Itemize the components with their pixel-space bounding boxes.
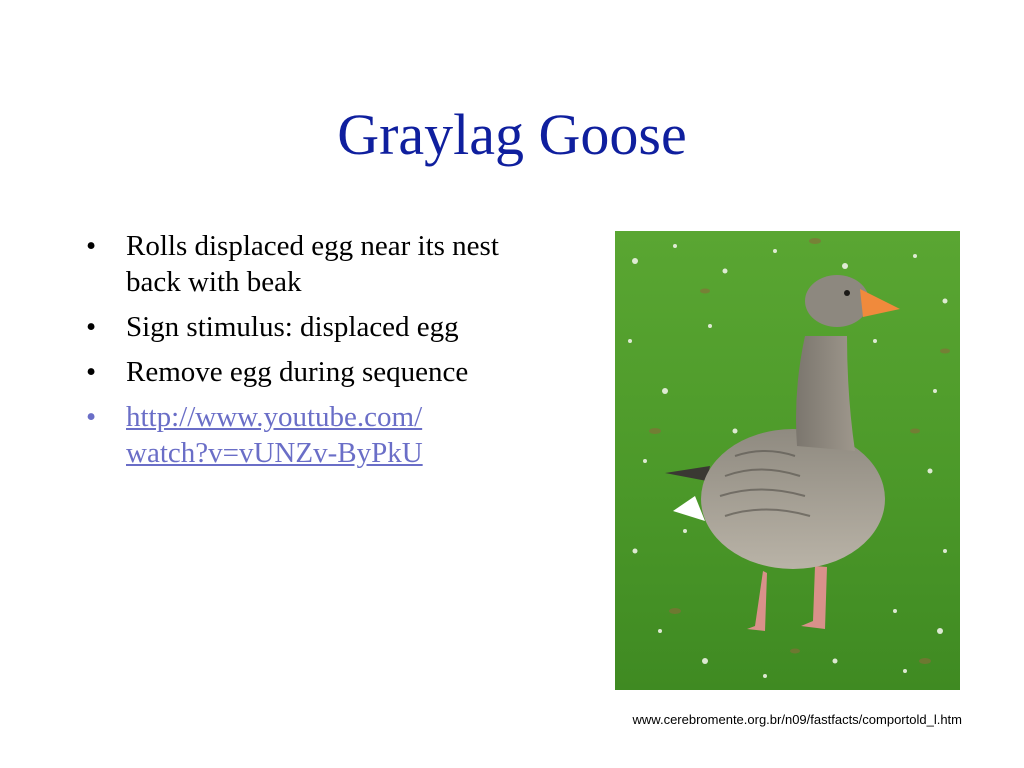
bullet-dot: • xyxy=(86,356,97,388)
bullet-item xyxy=(86,228,506,300)
bullet-item xyxy=(86,309,506,345)
bullet-text: Remove egg during sequence xyxy=(126,356,469,388)
bullet-dot: • xyxy=(86,230,97,262)
youtube-link-line1: http://www.youtube.com/ xyxy=(126,401,423,433)
bullet-dot: • xyxy=(86,401,97,433)
slide-title: Graylag Goose xyxy=(337,102,687,167)
goose-photo xyxy=(615,231,960,690)
bullet-dot: • xyxy=(86,311,97,343)
bullet-text: Rolls displaced egg near its nest back with beak xyxy=(126,230,499,298)
image-source-caption: www.cerebromente.org.br/n09/fastfacts/comportold_l.htm xyxy=(632,712,962,727)
bullet-text: Sign stimulus: displaced egg xyxy=(126,311,459,343)
youtube-link[interactable] xyxy=(126,399,506,471)
bullet-item xyxy=(86,354,506,390)
youtube-link-line2: watch?v=vUNZv-ByPkU xyxy=(126,437,423,469)
goose-image xyxy=(615,231,960,690)
bullet-list xyxy=(86,228,506,480)
bullet-item-link xyxy=(86,399,506,471)
